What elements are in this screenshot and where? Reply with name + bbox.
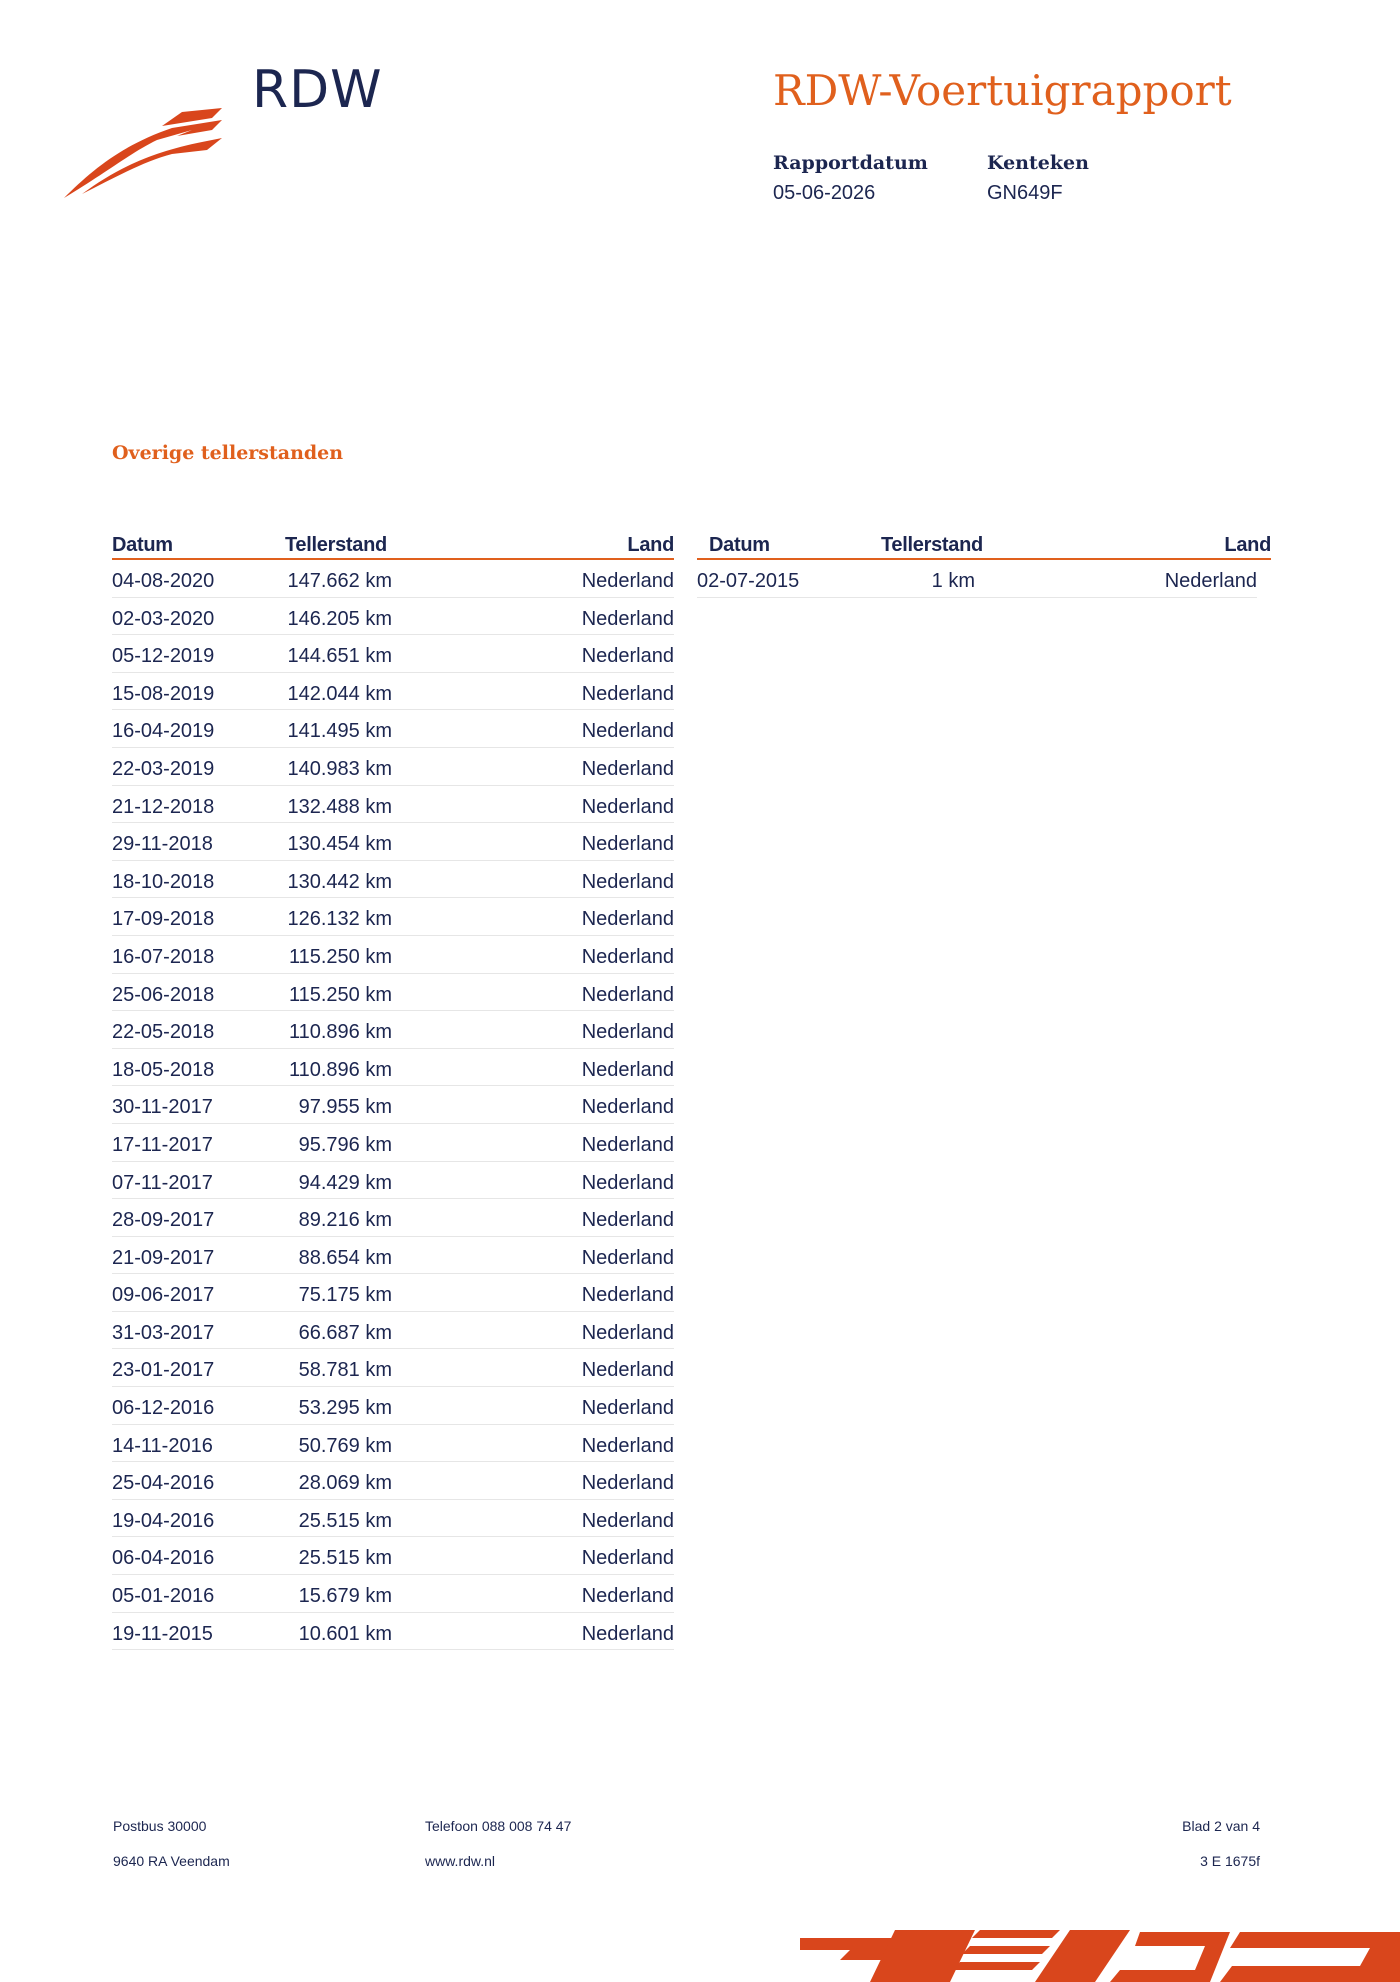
- table-row: [112, 1199, 674, 1237]
- row-country: Nederland: [581, 1096, 674, 1119]
- table-row: [112, 1011, 674, 1049]
- row-country: Nederland: [581, 1021, 674, 1044]
- footer-page-number: Blad 2 van 4: [1182, 1818, 1260, 1834]
- row-country: Nederland: [581, 1622, 674, 1645]
- table-row: [112, 898, 674, 936]
- row-date: 25-04-2016: [112, 1472, 215, 1495]
- row-odometer: 53.295 km: [298, 1397, 392, 1420]
- table-row: [112, 598, 674, 636]
- row-date: 18-10-2018: [112, 870, 215, 893]
- row-date: 16-07-2018: [112, 945, 215, 968]
- row-date: 19-11-2015: [112, 1622, 213, 1645]
- footer-postbus: Postbus 30000: [113, 1818, 207, 1834]
- header-country: Land: [627, 534, 674, 556]
- footer-city: 9640 RA Veendam: [113, 1853, 230, 1869]
- table-row: [112, 786, 674, 824]
- table-row: [112, 1237, 674, 1275]
- header-country: Land: [1224, 534, 1271, 556]
- row-odometer: 25.515 km: [298, 1547, 392, 1570]
- row-date: 07-11-2017: [112, 1171, 213, 1194]
- row-odometer: 110.896 km: [288, 1021, 392, 1044]
- row-date: 19-04-2016: [112, 1509, 215, 1532]
- row-odometer: 75.175 km: [298, 1284, 392, 1307]
- row-country: Nederland: [581, 1246, 674, 1269]
- row-odometer: 25.515 km: [298, 1509, 392, 1532]
- row-odometer: 94.429 km: [298, 1171, 392, 1194]
- table-header: [112, 534, 674, 560]
- row-country: Nederland: [581, 1547, 674, 1570]
- table-header: [697, 534, 1271, 560]
- table-row: [112, 1349, 674, 1387]
- row-country: Nederland: [581, 757, 674, 780]
- table-row: [697, 560, 1257, 598]
- row-country: Nederland: [581, 1359, 674, 1382]
- row-date: 31-03-2017: [112, 1321, 215, 1344]
- header-odometer: Tellerstand: [285, 534, 387, 556]
- row-country: Nederland: [581, 1434, 674, 1457]
- row-date: 04-08-2020: [112, 570, 215, 592]
- row-odometer: 10.601 km: [298, 1622, 392, 1645]
- row-date: 25-06-2018: [112, 983, 215, 1006]
- row-odometer: 146.205 km: [287, 607, 392, 630]
- table-row: [112, 1500, 674, 1538]
- row-odometer: 132.488 km: [287, 795, 392, 818]
- row-odometer: 141.495 km: [287, 720, 392, 743]
- row-country: Nederland: [581, 1133, 674, 1156]
- row-date: 30-11-2017: [112, 1096, 213, 1119]
- row-country: Nederland: [581, 1171, 674, 1194]
- report-date-block: [773, 152, 928, 205]
- row-date: 17-09-2018: [112, 908, 215, 931]
- table-row: [112, 1613, 674, 1651]
- footer-phone: Telefoon 088 008 74 47: [425, 1818, 572, 1834]
- row-country: Nederland: [581, 720, 674, 743]
- odometer-table-left: [112, 534, 674, 1650]
- row-odometer: 28.069 km: [298, 1472, 392, 1495]
- row-date: 17-11-2017: [112, 1133, 213, 1156]
- row-country: Nederland: [581, 682, 674, 705]
- row-odometer: 58.781 km: [298, 1359, 392, 1382]
- row-date: 21-12-2018: [112, 795, 215, 818]
- row-date: 02-03-2020: [112, 607, 215, 630]
- report-date-label: Rapportdatum: [773, 152, 928, 174]
- plate-value: GN649F: [987, 182, 1063, 204]
- row-country: Nederland: [581, 983, 674, 1006]
- row-odometer: 142.044 km: [287, 682, 392, 705]
- table-row: [112, 823, 674, 861]
- row-country: Nederland: [1164, 570, 1257, 592]
- footer-website: www.rdw.nl: [425, 1853, 496, 1869]
- row-country: Nederland: [581, 1209, 674, 1232]
- table-row: [112, 974, 674, 1012]
- row-country: Nederland: [581, 1585, 674, 1608]
- row-country: Nederland: [581, 945, 674, 968]
- row-odometer: 89.216 km: [298, 1209, 392, 1232]
- plate-block: [987, 152, 1089, 205]
- row-date: 18-05-2018: [112, 1058, 215, 1081]
- row-date: 09-06-2017: [112, 1284, 215, 1307]
- row-odometer: 144.651 km: [287, 645, 392, 668]
- row-date: 05-01-2016: [112, 1585, 215, 1608]
- row-country: Nederland: [581, 1397, 674, 1420]
- row-odometer: 95.796 km: [298, 1133, 392, 1156]
- header-date: Datum: [112, 534, 173, 556]
- row-date: 28-09-2017: [112, 1209, 215, 1232]
- row-country: Nederland: [581, 870, 674, 893]
- row-country: Nederland: [581, 795, 674, 818]
- table-row: [112, 710, 674, 748]
- row-date: 21-09-2017: [112, 1246, 215, 1269]
- table-row: [112, 635, 674, 673]
- row-odometer: 88.654 km: [298, 1246, 392, 1269]
- row-country: Nederland: [581, 833, 674, 856]
- row-odometer: 66.687 km: [298, 1321, 392, 1344]
- odometer-table-right: [697, 534, 1271, 598]
- rdw-wing-logo-icon: [62, 90, 232, 200]
- section-title: Overige tellerstanden: [112, 442, 344, 464]
- table-row: [112, 1387, 674, 1425]
- row-date: 15-08-2019: [112, 682, 215, 705]
- row-country: Nederland: [581, 570, 674, 592]
- row-odometer: 140.983 km: [287, 757, 392, 780]
- table-row: [112, 1274, 674, 1312]
- table-row: [112, 861, 674, 899]
- report-title: RDW-Voertuigrapport: [773, 66, 1232, 115]
- row-country: Nederland: [581, 1058, 674, 1081]
- row-country: Nederland: [581, 908, 674, 931]
- table-row: [112, 1462, 674, 1500]
- table-row: [112, 1537, 674, 1575]
- row-odometer: 130.454 km: [287, 833, 392, 856]
- row-country: Nederland: [581, 1284, 674, 1307]
- header-date: Datum: [709, 534, 770, 556]
- row-date: 22-03-2019: [112, 757, 215, 780]
- row-date: 02-07-2015: [697, 570, 800, 592]
- row-date: 06-12-2016: [112, 1397, 215, 1420]
- table-row: [112, 936, 674, 974]
- row-odometer: 1 km: [931, 570, 975, 592]
- table-row: [112, 1575, 674, 1613]
- brand-name: RDW: [252, 60, 383, 120]
- plate-label: Kenteken: [987, 152, 1089, 174]
- table-row: [112, 1162, 674, 1200]
- rdw-logo: [62, 60, 382, 180]
- table-row: [112, 560, 674, 598]
- row-date: 05-12-2019: [112, 645, 215, 668]
- table-row: [112, 1312, 674, 1350]
- row-date: 22-05-2018: [112, 1021, 215, 1044]
- row-odometer: 50.769 km: [298, 1434, 392, 1457]
- row-country: Nederland: [581, 645, 674, 668]
- table-row: [112, 1049, 674, 1087]
- row-odometer: 126.132 km: [287, 908, 392, 931]
- row-odometer: 115.250 km: [288, 983, 392, 1006]
- row-country: Nederland: [581, 607, 674, 630]
- row-date: 23-01-2017: [112, 1359, 215, 1382]
- rdw-stripes-graphic-icon: [800, 1920, 1400, 1982]
- row-country: Nederland: [581, 1509, 674, 1532]
- table-row: [112, 1124, 674, 1162]
- row-odometer: 97.955 km: [298, 1096, 392, 1119]
- table-row: [112, 1425, 674, 1463]
- row-date: 06-04-2016: [112, 1547, 215, 1570]
- row-country: Nederland: [581, 1321, 674, 1344]
- row-country: Nederland: [581, 1472, 674, 1495]
- row-date: 29-11-2018: [112, 833, 213, 856]
- table-row: [112, 748, 674, 786]
- footer-document-code: 3 E 1675f: [1200, 1853, 1260, 1869]
- row-odometer: 147.662 km: [287, 570, 392, 592]
- row-odometer: 110.896 km: [288, 1058, 392, 1081]
- row-date: 14-11-2016: [112, 1434, 213, 1457]
- row-odometer: 115.250 km: [288, 945, 392, 968]
- table-row: [112, 673, 674, 711]
- row-odometer: 15.679 km: [298, 1585, 392, 1608]
- header-odometer: Tellerstand: [881, 534, 983, 556]
- row-odometer: 130.442 km: [287, 870, 392, 893]
- table-row: [112, 1086, 674, 1124]
- report-date-value: 05-06-2026: [773, 182, 876, 204]
- row-date: 16-04-2019: [112, 720, 215, 743]
